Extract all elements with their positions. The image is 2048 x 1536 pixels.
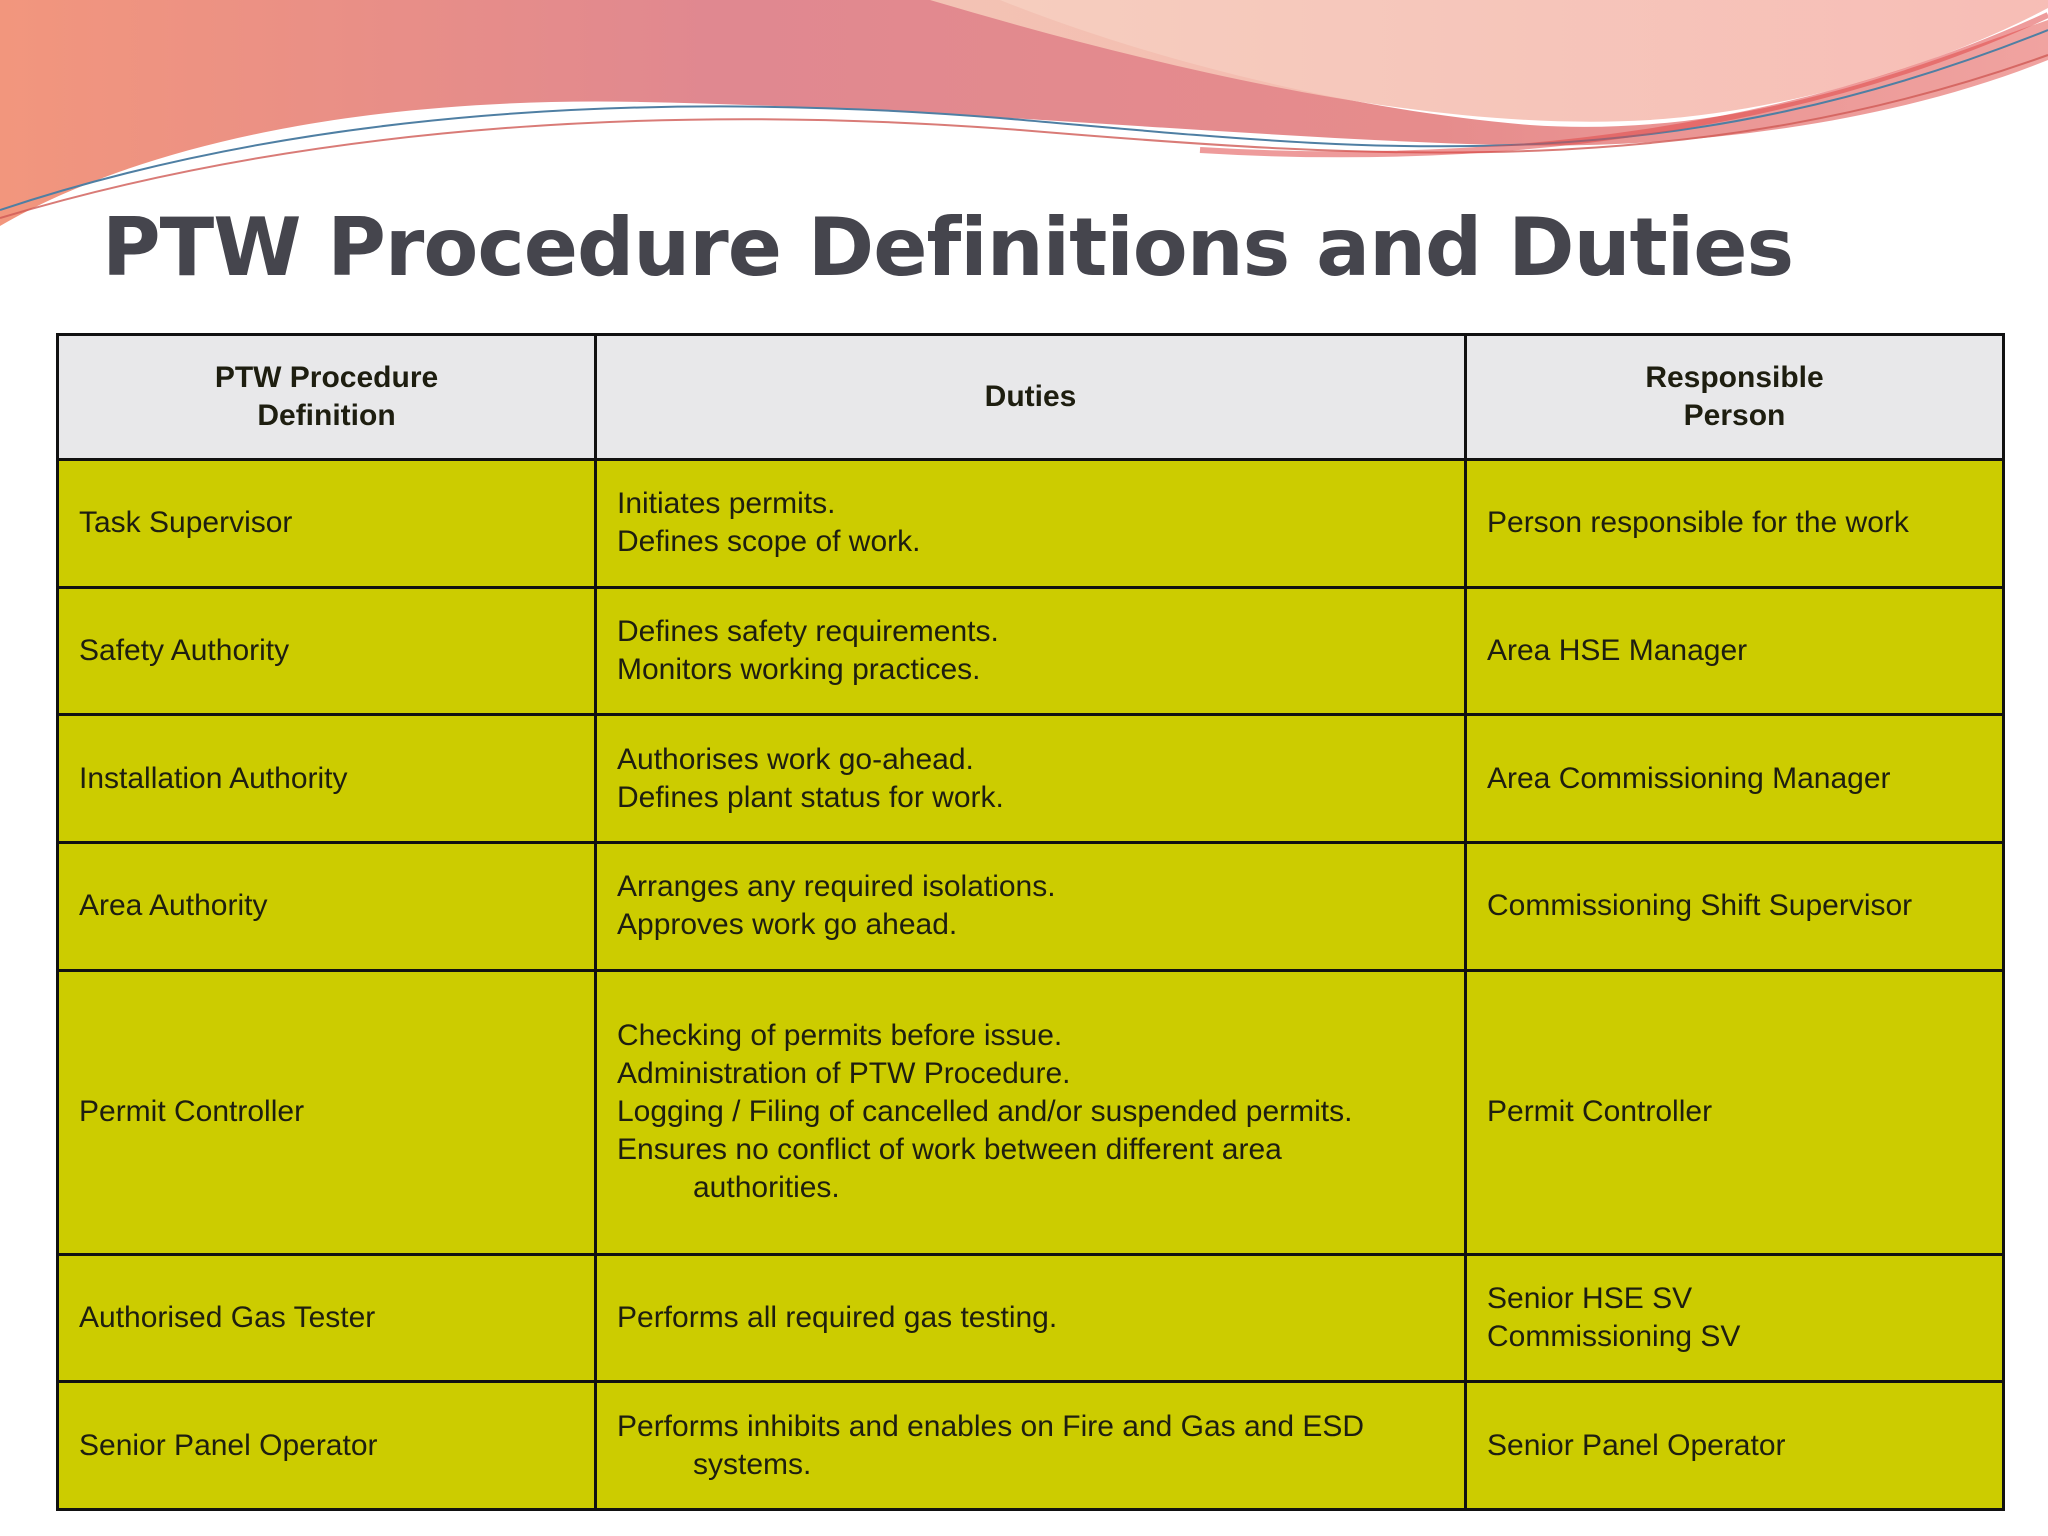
- table-row: [58, 843, 2004, 971]
- responsible-cell: Permit Controller: [1466, 970, 2004, 1254]
- definition-cell: Authorised Gas Tester: [58, 1254, 596, 1382]
- slide-title: PTW Procedure Definitions and Duties: [102, 201, 1794, 294]
- duties-cell: Checking of permits before issue. Administration of PTW Procedure. Logging / Filing of cancelled and/or suspended permits. Ensures no conflict of work between different area authorities.: [596, 970, 1466, 1254]
- table-header-row: [58, 335, 2004, 460]
- responsible-cell: Person responsible for the work: [1466, 460, 2004, 588]
- definition-cell: Installation Authority: [58, 715, 596, 843]
- definition-cell: Senior Panel Operator: [58, 1382, 596, 1510]
- responsible-cell: Senior Panel Operator: [1466, 1382, 2004, 1510]
- duties-cell: Arranges any required isolations. Approves work go ahead.: [596, 843, 1466, 971]
- table-row: [58, 970, 2004, 1254]
- duties-cell: Defines safety requirements. Monitors working practices.: [596, 587, 1466, 715]
- responsible-cell: Area HSE Manager: [1466, 587, 2004, 715]
- definition-cell: Safety Authority: [58, 587, 596, 715]
- duties-cell: Authorises work go-ahead. Defines plant status for work.: [596, 715, 1466, 843]
- header-duties: Duties: [596, 335, 1466, 460]
- header-definition: PTW Procedure Definition: [58, 335, 596, 460]
- table-row: [58, 587, 2004, 715]
- table-row: [58, 1382, 2004, 1510]
- definition-cell: Task Supervisor: [58, 460, 596, 588]
- table-row: [58, 1254, 2004, 1382]
- responsible-cell: Area Commissioning Manager: [1466, 715, 2004, 843]
- responsible-cell: Senior HSE SV Commissioning SV: [1466, 1254, 2004, 1382]
- definition-cell: Area Authority: [58, 843, 596, 971]
- responsible-cell: Commissioning Shift Supervisor: [1466, 843, 2004, 971]
- table-row: [58, 460, 2004, 588]
- duties-table: [56, 333, 2005, 1511]
- duties-cell: Initiates permits. Defines scope of work.: [596, 460, 1466, 588]
- table-row: [58, 715, 2004, 843]
- definition-cell: Permit Controller: [58, 970, 596, 1254]
- duties-cell: Performs all required gas testing.: [596, 1254, 1466, 1382]
- header-responsible: Responsible Person: [1466, 335, 2004, 460]
- duties-cell: Performs inhibits and enables on Fire and Gas and ESD systems.: [596, 1382, 1466, 1510]
